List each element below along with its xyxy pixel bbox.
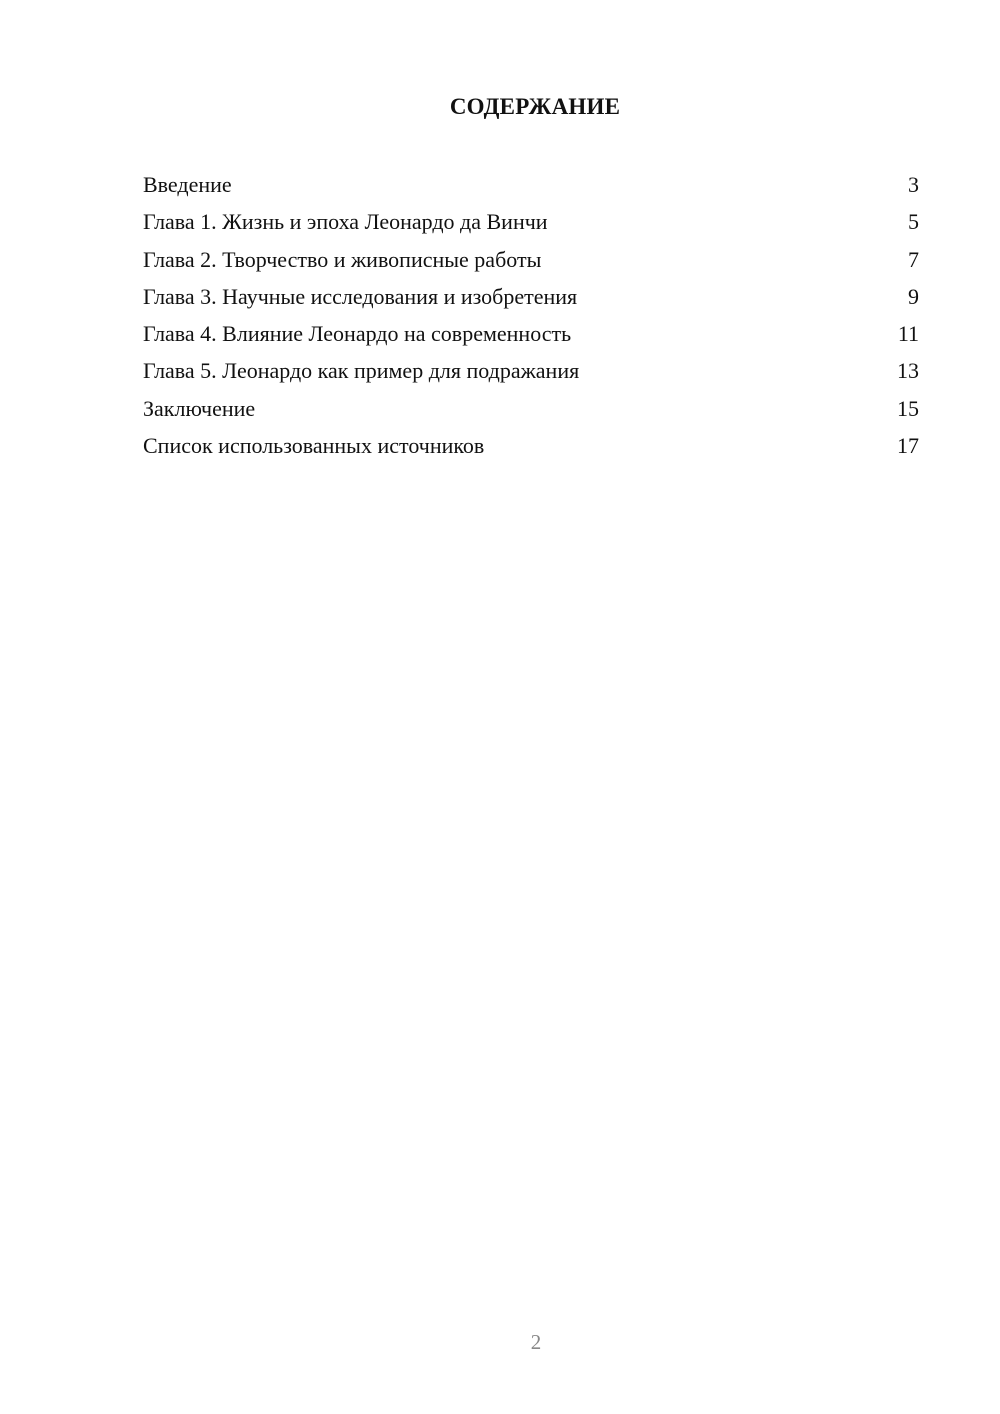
toc-item xyxy=(143,205,919,242)
toc-item-page: 17 xyxy=(897,433,919,459)
toc-item-label: Заключение xyxy=(143,395,256,421)
toc-item-page: 13 xyxy=(897,358,919,384)
toc-item-label: Глава 4. Влияние Леонардо на современность xyxy=(143,321,572,347)
toc-item xyxy=(143,354,919,391)
toc-title: СОДЕРЖАНИЕ xyxy=(449,94,621,119)
toc-item-label: Глава 3. Научные исследования и изобретения xyxy=(143,283,578,309)
toc-item xyxy=(143,280,919,317)
toc-item-label: Список использованных источников xyxy=(143,433,485,459)
toc-item xyxy=(143,243,919,280)
toc-item-label: Глава 5. Леонардо как пример для подражания xyxy=(143,358,580,384)
toc-item-label: Введение xyxy=(143,172,232,197)
toc-item xyxy=(143,392,919,429)
page-number: 2 xyxy=(530,1330,542,1354)
table-of-contents xyxy=(143,168,919,466)
toc-item-page: 3 xyxy=(908,172,919,197)
toc-item-label: Глава 2. Творчество и живописные работы xyxy=(143,246,542,272)
toc-item-page: 15 xyxy=(897,395,919,421)
toc-item-page: 7 xyxy=(908,246,919,272)
toc-item-page: 11 xyxy=(897,321,919,347)
toc-item xyxy=(143,317,919,354)
toc-item-page: 9 xyxy=(908,283,919,309)
toc-item xyxy=(143,168,919,205)
toc-item xyxy=(143,429,919,466)
toc-item-label: Глава 1. Жизнь и эпоха Леонардо да Винчи xyxy=(143,209,548,235)
toc-item-page: 5 xyxy=(908,209,919,235)
